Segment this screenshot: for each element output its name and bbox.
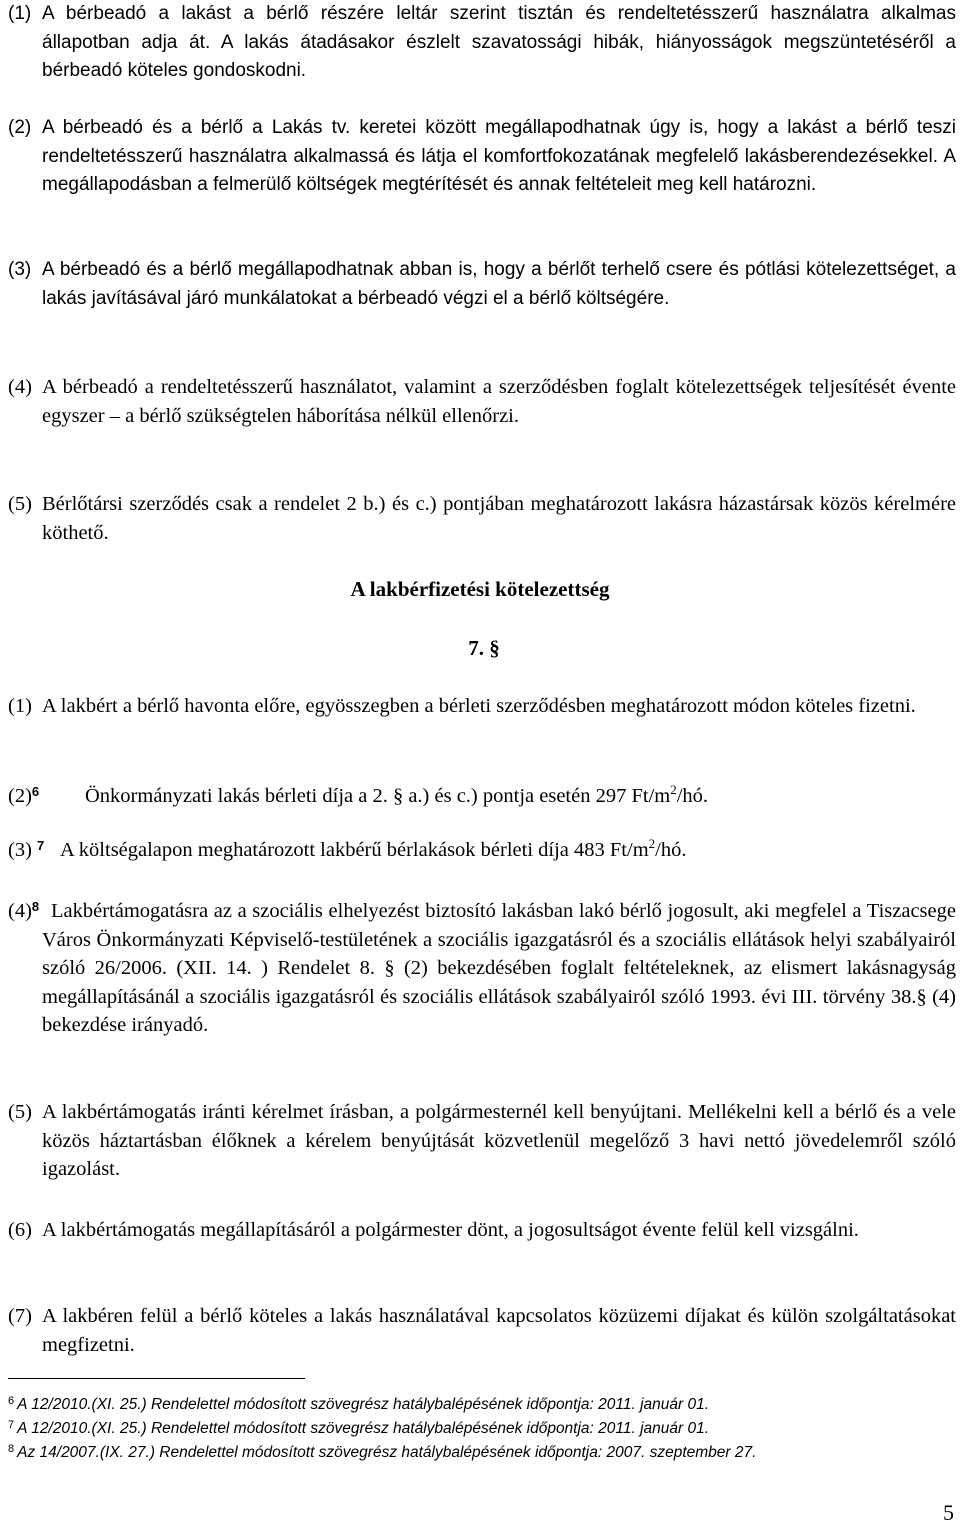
- paragraph-text: Bérlőtársi szerződés csak a rendelet 2 b.) és c.) pontjában meghatározott lakásra házastársak közös kérelmére köthető.: [42, 493, 956, 544]
- paragraph-number: (2): [8, 117, 32, 138]
- paragraph-text-part-a: A bérbeadó és a bérlő a Lakás tv. keretei között megállapodhatnak úgy is, hogy a lakást a bérlő teszi rendeltetésszerű használatra alkalmassá és látja el komfortfokozatának megfelelő lakásberendezésekkel.: [42, 117, 956, 167]
- footnote-text: A 12/2010.(XI. 25.) Rendelettel módosított szövegrész hatálybalépésének időpontja: 2011. január 01.: [17, 1420, 710, 1437]
- paragraph-text: A lakbértámogatás iránti kérelmet írásban, a polgármesternél kell benyújtani. Mellékelni kell a bérlő és a vele közös háztartásban élőknek a kérelem benyújtását közvetlenül megelőző 3 havi nettó jövedelemről szóló igazolást.: [42, 1101, 956, 1180]
- paragraph-2: [8, 114, 956, 200]
- paragraph-number: (5): [8, 1101, 32, 1123]
- section-title: A lakbérfizetési kötelezettség: [350, 577, 610, 601]
- paragraph-4: [8, 373, 956, 430]
- paragraph-text-tail: /hó.: [676, 785, 709, 807]
- footnote-separator: [8, 1378, 305, 1379]
- paragraph-5: [8, 490, 956, 547]
- paragraph-number: (4): [8, 376, 32, 398]
- paragraph-number-text: (4): [8, 900, 32, 922]
- paragraph-text: [8, 836, 956, 865]
- section-number: 7. §: [468, 636, 500, 660]
- rent-paragraph-2: [8, 782, 956, 811]
- footnote-ref[interactable]: 6: [31, 784, 40, 799]
- footnote-mark: 6: [8, 1395, 15, 1407]
- paragraph-text: A lakbértámogatás megállapításáról a polgármester dönt, a jogosultságot évente felül kell vizsgálni.: [42, 1219, 859, 1241]
- footnote-6: [8, 1396, 709, 1414]
- paragraph-number: (6): [8, 1219, 32, 1241]
- paragraph-text-part-b: A megállapodásban a felmerülő költségek megtérítését és annak feltételeit meg kell határozni.: [42, 145, 956, 195]
- paragraph-number: (3): [8, 259, 32, 280]
- paragraph-text: A lakbért a bérlő havonta előre, egyösszegben a bérleti szerződésben meghatározott módon köteles fizetni.: [42, 695, 916, 717]
- paragraph-number: [8, 782, 39, 811]
- footnote-8: [8, 1444, 756, 1462]
- superscript: 2: [648, 836, 656, 851]
- paragraph-number: [8, 897, 39, 926]
- paragraph-text-tail: /hó.: [655, 839, 687, 861]
- footnote-ref[interactable]: 7: [37, 838, 45, 853]
- paragraph-text-main: Önkormányzati lakás bérleti díja a 2. § a.) és c.) pontja esetén 297 Ft/m: [85, 785, 671, 807]
- footnote-mark: 8: [8, 1443, 15, 1455]
- paragraph-3: [8, 256, 956, 313]
- footnote-text: A 12/2010.(XI. 25.) Rendelettel módosított szövegrész hatálybalépésének időpontja: 2011. január 01.: [17, 1396, 710, 1413]
- paragraph-text: [8, 897, 956, 1040]
- footnote-ref[interactable]: 8: [31, 899, 40, 914]
- page-number: 5: [943, 1500, 954, 1525]
- paragraph-number: (5): [8, 493, 32, 515]
- paragraph-text: A lakbéren felül a bérlő köteles a lakás használatával kapcsolatos közüzemi díjakat és külön szolgáltatásokat megfizetni.: [42, 1305, 956, 1356]
- paragraph-text: [8, 114, 956, 200]
- paragraph-number-text: (2): [8, 785, 32, 807]
- paragraph-text: A bérbeadó a lakást a bérlő részére leltár szerint tisztán és rendeltetésszerű használatra alkalmas állapotban adja át. A lakás átadásakor észlelt szavatossági hibák, hiányosságok megszüntetéséről a bérbeadó köteles gondoskodni.: [42, 3, 956, 81]
- paragraph-text: A bérbeadó és a bérlő megállapodhatnak abban is, hogy a bérlőt terhelő csere és pótlási kötelezettséget, a lakás javításával járó munkálatokat a bérbeadó végzi el a bérlő költségére.: [42, 259, 956, 309]
- paragraph-1: [8, 0, 956, 86]
- rent-paragraph-4: [8, 897, 956, 1040]
- paragraph-number: (1): [8, 3, 32, 24]
- footnote-mark: 7: [8, 1419, 15, 1431]
- footnote-text: Az 14/2007.(IX. 27.) Rendelettel módosított szövegrész hatálybalépésének időpontja: 2007. szeptember 27.: [17, 1444, 757, 1461]
- paragraph-text-main: A költségalapon meghatározott lakbérű bérlakások bérleti díja 483 Ft/m: [60, 839, 649, 861]
- rent-paragraph-6: [8, 1216, 956, 1245]
- rent-paragraph-5: [8, 1098, 956, 1184]
- paragraph-text: A bérbeadó a rendeltetésszerű használatot, valamint a szerződésben foglalt kötelezettségek teljesítését évente egyszer – a bérlő szükségtelen háborítása nélkül ellenőrzi.: [42, 376, 956, 427]
- footnote-7: [8, 1420, 709, 1438]
- paragraph-number: (1): [8, 695, 32, 717]
- rent-paragraph-3: [8, 836, 956, 865]
- paragraph-number: (7): [8, 1305, 32, 1327]
- superscript: 2: [670, 782, 677, 797]
- paragraph-number: [8, 836, 44, 865]
- rent-paragraph-7: [8, 1302, 956, 1359]
- paragraph-text: [8, 782, 956, 811]
- paragraph-number-text: (3): [8, 839, 32, 861]
- paragraph-text-main: Lakbértámogatásra az a szociális elhelyezést biztosító lakásban lakó bérlő jogosult, aki megfelel a Tiszacsege Város Önkormányzati Képviselő-testületének a szociális igazgatásról és a szociális ellátások helyi szabályairól szóló 26/2006. (XII. 14. ) Rendelet 8. § (2) bekezdésében foglalt feltételeknek, az elismert lakásnagyság megállapításánál a szociális igazgatásról és szociális ellátások szabályairól szóló 1993. évi III. törvény 38.§ (4) bekezdése irányadó.: [42, 900, 956, 1036]
- rent-paragraph-1: [8, 692, 956, 721]
